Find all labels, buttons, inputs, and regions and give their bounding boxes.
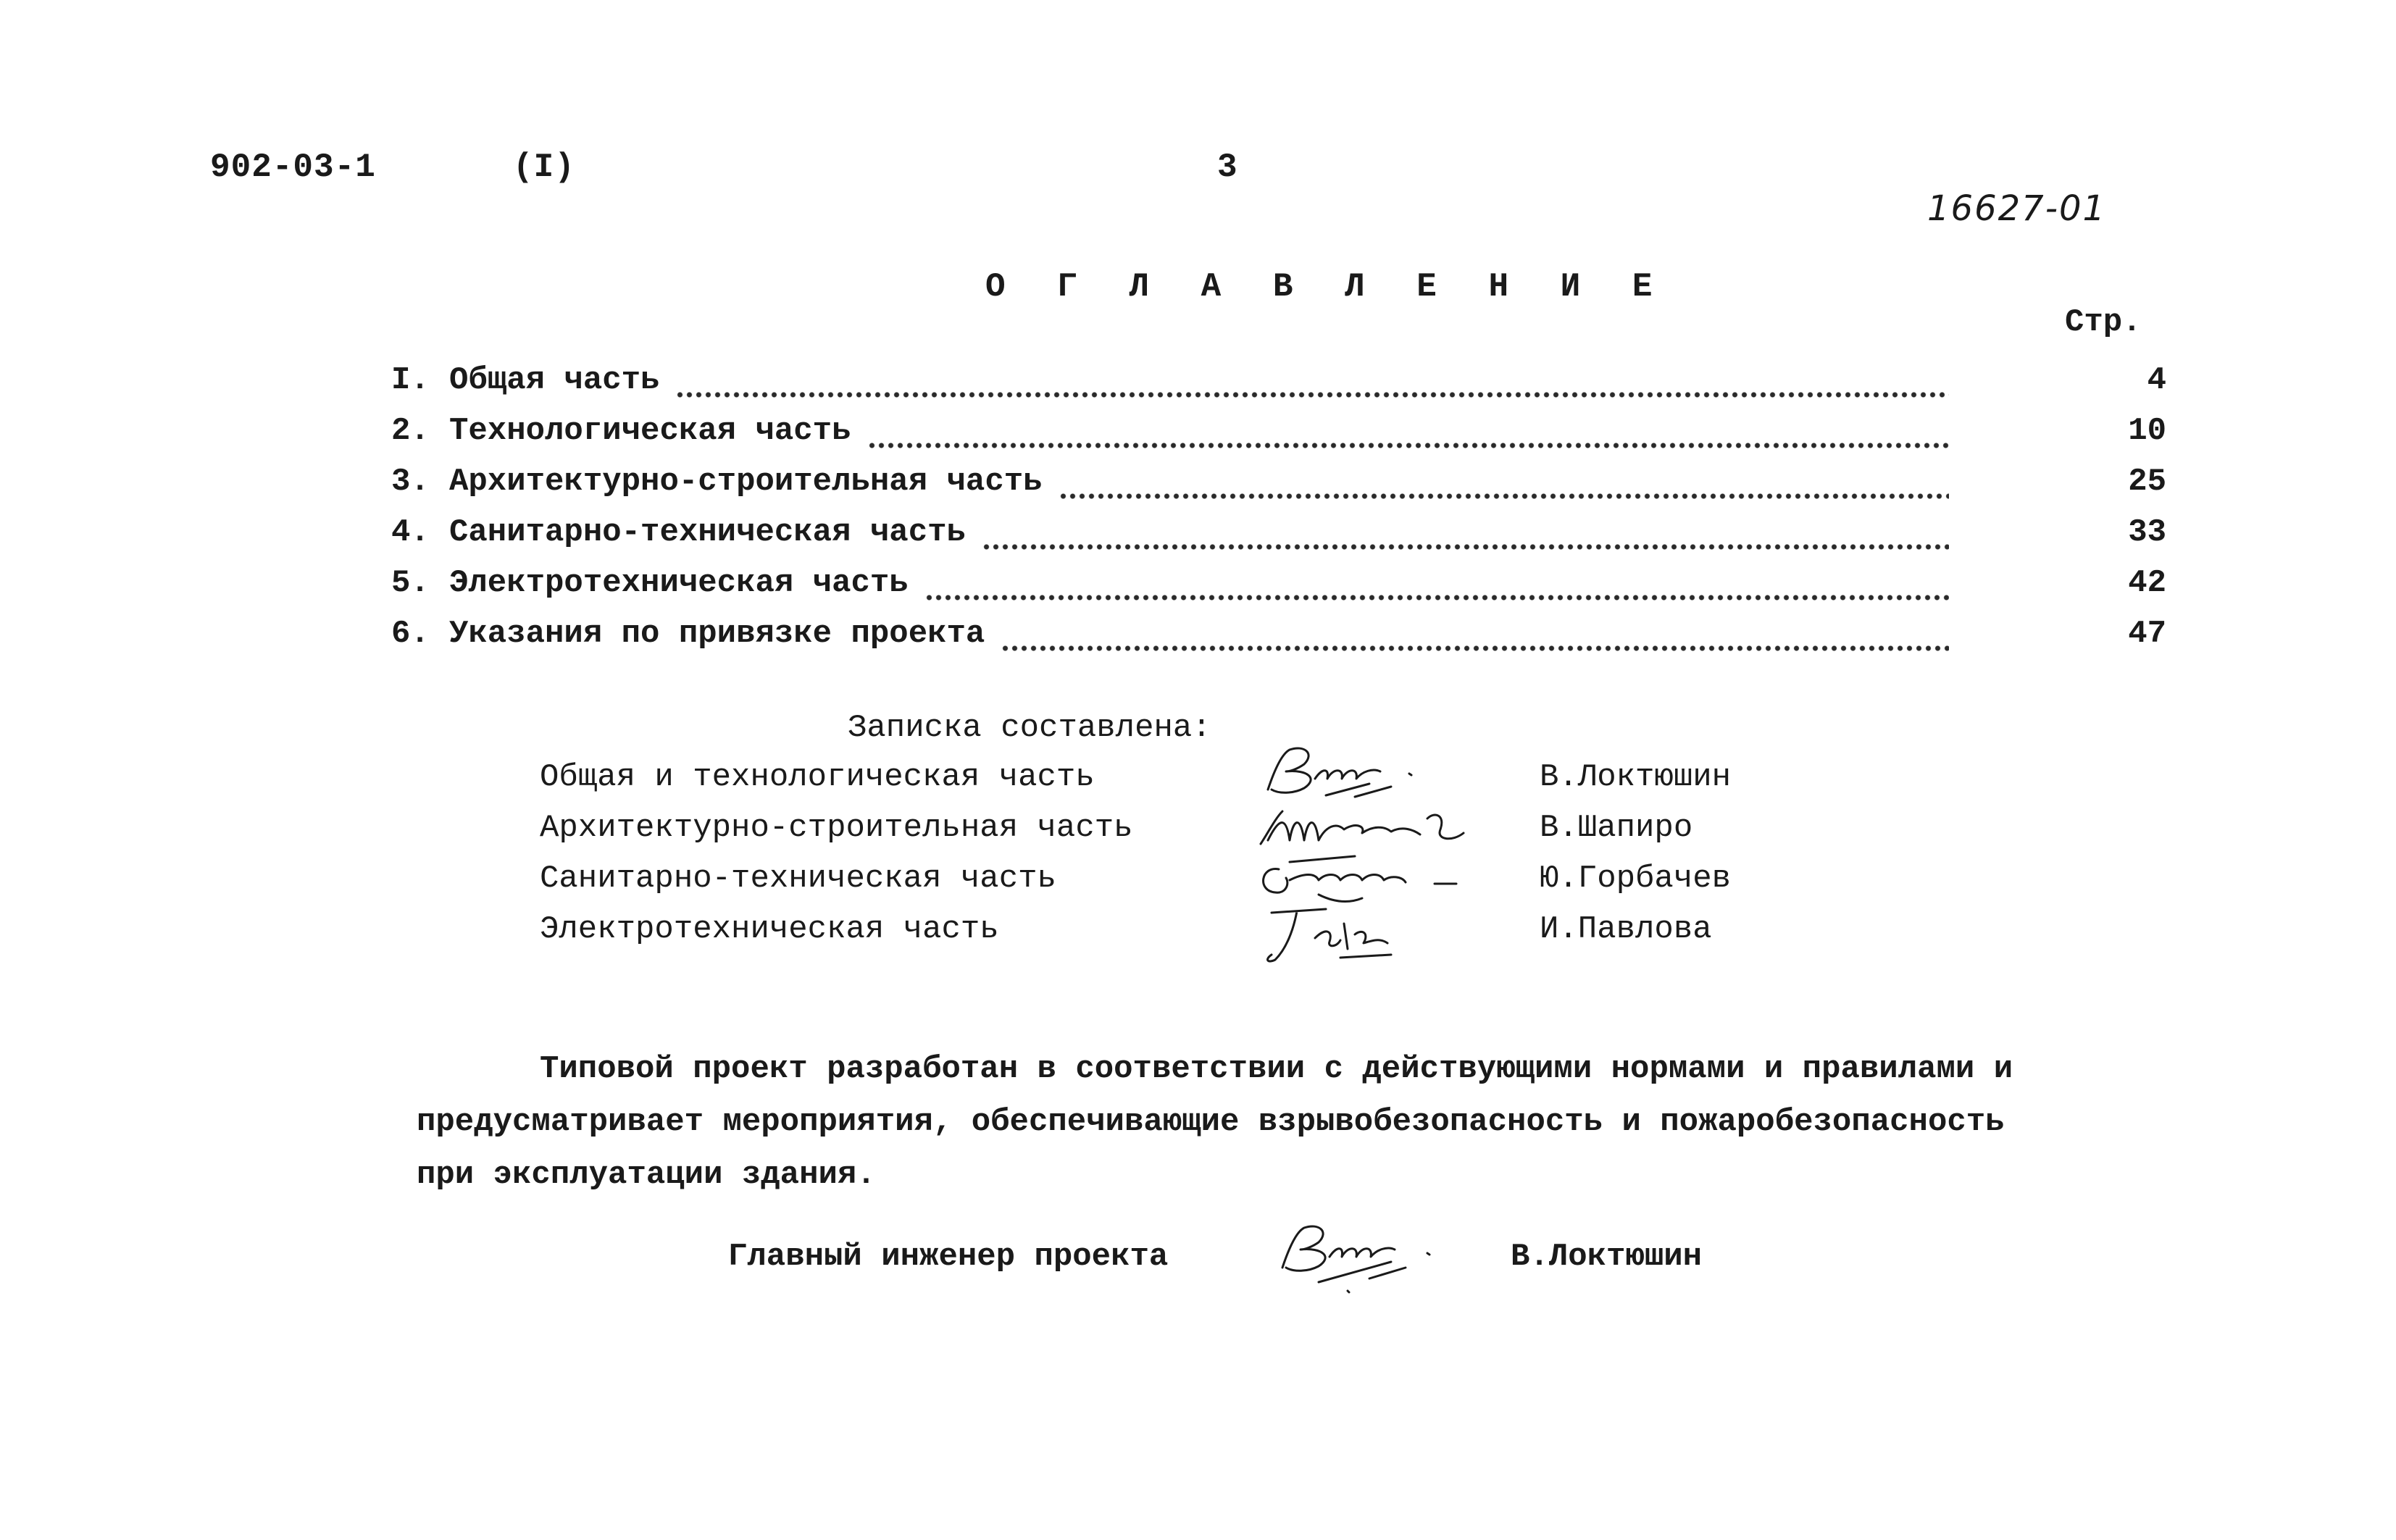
author-name: И.Павлова xyxy=(1540,911,1712,947)
toc-label: Электротехническая часть xyxy=(449,565,909,601)
toc-page: 47 xyxy=(2128,616,2166,652)
author-section: Общая и технологическая часть xyxy=(540,759,1095,795)
toc-row xyxy=(391,514,2166,565)
author-name: В.Локтюшин xyxy=(1540,759,1732,795)
toc-label: Санитарно-техническая часть xyxy=(449,514,966,551)
statement-line: Типовой проект разработан в соответствии с действующими нормами и правилами и xyxy=(540,1051,2013,1087)
toc-row xyxy=(391,413,2166,464)
authors-heading: Записка составлена: xyxy=(848,710,1211,746)
toc-page: 42 xyxy=(2128,565,2166,601)
chief-engineer-name: В.Локтюшин xyxy=(1511,1239,1703,1275)
inventory-number: 16627-01 xyxy=(1927,188,2107,229)
volume-label: (I) xyxy=(513,148,575,186)
toc-label: Архитектурно-строительная часть xyxy=(449,464,1043,500)
project-statement xyxy=(417,1043,2134,1202)
toc-row xyxy=(391,362,2166,413)
page-number: 3 xyxy=(1217,148,1238,186)
toc-row xyxy=(391,464,2166,514)
toc-number: 6. xyxy=(391,616,430,652)
table-of-contents xyxy=(391,362,2166,666)
toc-leader-dots xyxy=(982,543,1949,551)
toc-row xyxy=(391,616,2166,666)
toc-page: 33 xyxy=(2128,514,2166,551)
toc-label: Указания по привязке проекта xyxy=(449,616,985,652)
toc-number: 4. xyxy=(391,514,430,551)
author-name: В.Шапиро xyxy=(1540,810,1693,846)
toc-number: 3. xyxy=(391,464,430,500)
statement-line: при эксплуатации здания. xyxy=(417,1157,876,1193)
author-name: Ю.Горбачев xyxy=(1540,861,1732,897)
toc-page: 25 xyxy=(2128,464,2166,500)
page-title: О Г Л А В Л Е Н И Е xyxy=(985,268,1669,306)
signature-image xyxy=(1246,891,1449,971)
document-code: 902-03-1 xyxy=(210,148,376,186)
author-section: Санитарно-техническая часть xyxy=(540,861,1056,897)
toc-leader-dots xyxy=(1001,645,1949,652)
chief-engineer-role: Главный инженер проекта xyxy=(728,1239,1169,1275)
toc-row xyxy=(391,565,2166,616)
toc-page: 10 xyxy=(2128,413,2166,449)
toc-leader-dots xyxy=(675,391,1949,398)
pages-column-header: Стр. xyxy=(2065,304,2142,340)
statement-line: предусматривает мероприятия, обеспечивающие взрывобезопасность и пожаробезопасность xyxy=(417,1104,2005,1140)
toc-leader-dots xyxy=(1059,493,1949,500)
toc-page: 4 xyxy=(2147,362,2166,398)
toc-leader-dots xyxy=(867,442,1950,449)
toc-label: Общая часть xyxy=(449,362,660,398)
author-section: Электротехническая часть xyxy=(540,911,999,947)
author-section: Архитектурно-строительная часть xyxy=(540,810,1133,846)
toc-leader-dots xyxy=(924,594,1949,601)
chief-signature-image xyxy=(1261,1210,1478,1297)
toc-number: 2. xyxy=(391,413,430,449)
toc-label: Технологическая часть xyxy=(449,413,851,449)
toc-number: 5. xyxy=(391,565,430,601)
toc-number: I. xyxy=(391,362,430,398)
